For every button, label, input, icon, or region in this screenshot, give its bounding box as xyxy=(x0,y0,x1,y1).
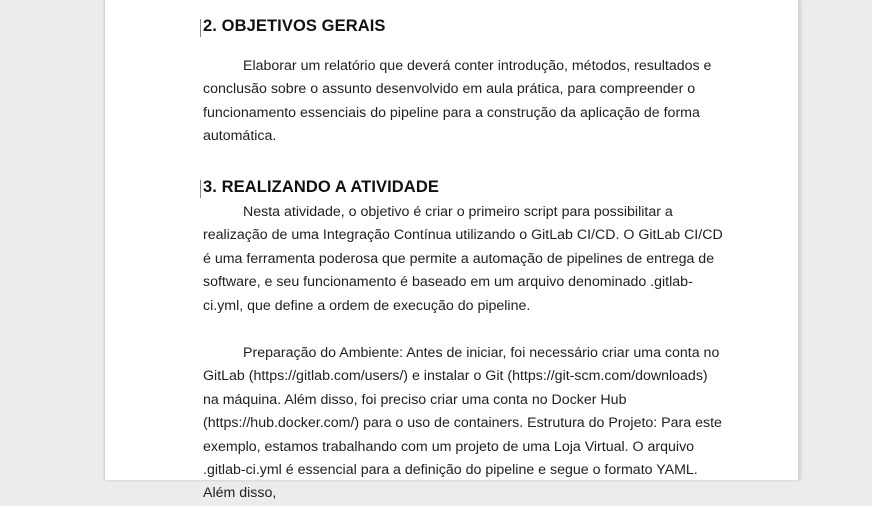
paragraph-objetivos-gerais: Elaborar um relatório que deverá conter introdução, métodos, resultados e conclusão sobre o assunto desenvolvido em aula prática, para compreender o funcionamento essenciais do pipeline para a construção da aplicação de forma automática. xyxy=(203,58,712,145)
paragraph-atividade-intro: Nesta atividade, o objetivo é criar o primeiro script para possibilitar a realização de uma Integração Contínua utilizando o GitLab CI/CD. O GitLab CI/CD é uma ferramenta poderosa que permite a automação de pipelines de entrega de software, e seu funcionamento é baseado em um arquivo denominado .gitlab-ci.yml, que define a ordem de execução do pipeline. xyxy=(203,204,723,314)
paragraph-preparacao-ambiente: Preparação do Ambiente: Antes de iniciar, foi necessário criar uma conta no GitLab (https://gitlab.com/users/) e instalar o Git (https://git-scm.com/downloads) na máquina. Além disso, foi preciso criar uma conta no Docker Hub (https://hub.docker.com/) para o uso de containers. Estrutura do Projeto: Para este exemplo, estamos trabalhando com um projeto de uma Loja Virtual. O arquivo .gitlab-ci.yml é essencial para a definição do pipeline e segue o formato YAML. Além disso, xyxy=(203,345,722,502)
section-heading-objetivos-gerais: 2. OBJETIVOS GERAIS xyxy=(203,17,386,35)
section-heading-realizando-atividade: 3. REALIZANDO A ATIVIDADE xyxy=(203,178,439,196)
text-cursor xyxy=(200,19,201,37)
text-cursor xyxy=(200,180,201,198)
document-page xyxy=(104,0,799,502)
